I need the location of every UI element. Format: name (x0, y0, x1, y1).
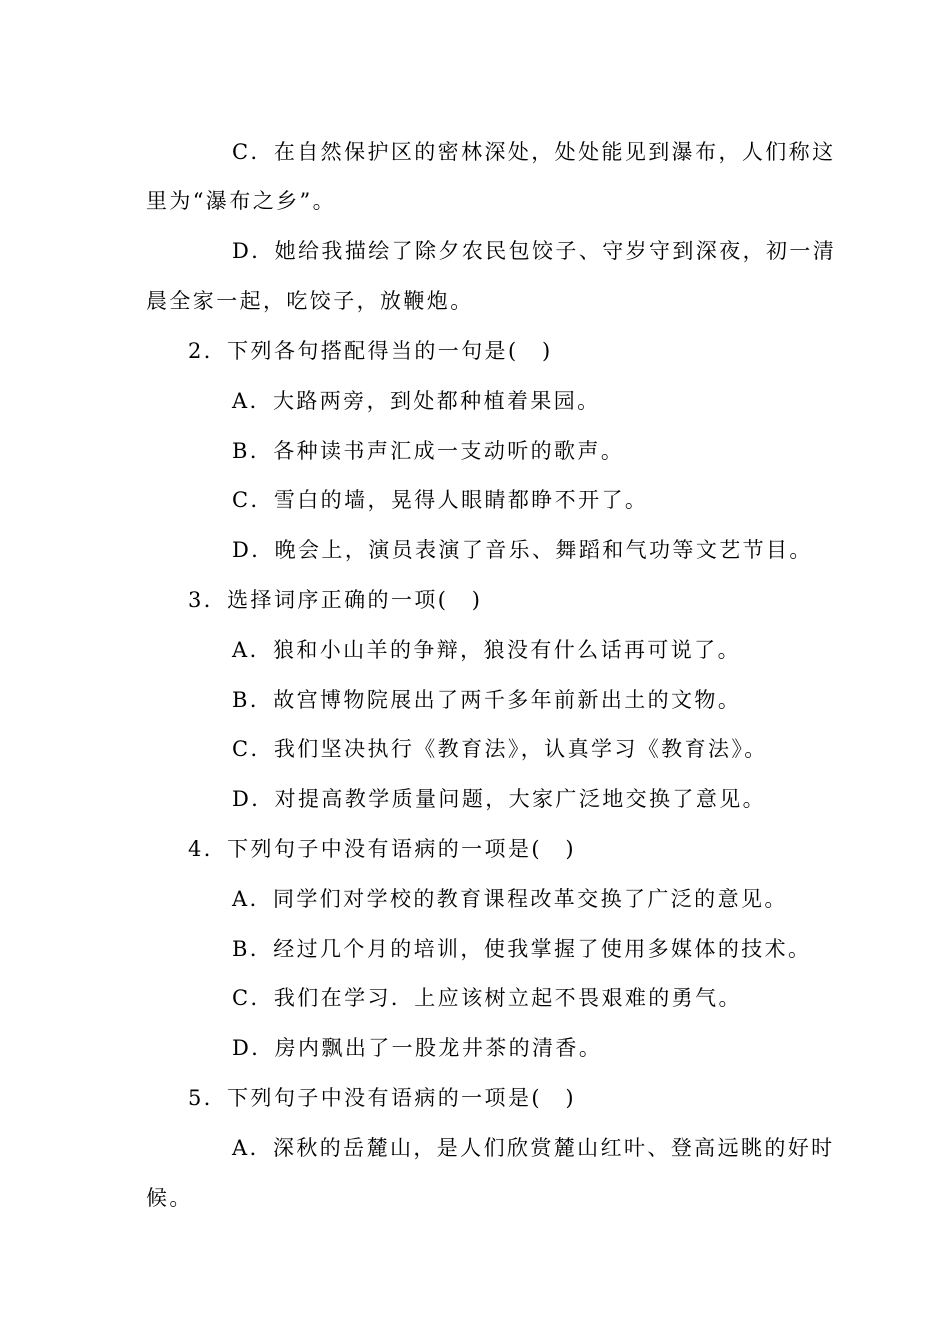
option-d-q1-line1: D．她给我描绘了除夕农民包饺子、守岁守到深夜，初一清 (232, 239, 837, 263)
question-2: 2．下列各句搭配得当的一句是( ) (188, 339, 553, 363)
option-d-q4: D．房内飘出了一股龙井茶的清香。 (232, 1036, 603, 1060)
option-d-q2: D．晚会上，演员表演了音乐、舞蹈和气功等文艺节目。 (232, 538, 813, 562)
option-c-q1-line1: C．在自然保护区的密林深处，处处能见到瀑布，人们称这 (232, 140, 836, 164)
option-d-q3: D．对提高教学质量问题，大家广泛地交换了意见。 (232, 787, 767, 811)
option-a-q4: A．同学们对学校的教育课程改革交换了广泛的意见。 (232, 887, 788, 911)
option-c-q4: C．我们在学习．上应该树立起不畏艰难的勇气。 (232, 986, 742, 1010)
option-d-q1-line2: 晨全家一起，吃饺子，放鞭炮。 (146, 289, 474, 313)
option-b-q2: B．各种读书声汇成一支动听的歌声。 (232, 439, 625, 463)
option-b-q4: B．经过几个月的培训，使我掌握了使用多媒体的技术。 (232, 937, 812, 961)
option-a-q5-line1: A．深秋的岳麓山，是人们欣赏麓山红叶、登高远眺的好时 (232, 1136, 835, 1160)
option-c-q2: C．雪白的墙，晃得人眼睛都睁不开了。 (232, 488, 649, 512)
option-a-q3: A．狼和小山羊的争辩，狼没有什么话再可说了。 (232, 638, 741, 662)
question-5: 5．下列句子中没有语病的一项是( ) (188, 1086, 576, 1110)
option-c-q1-line2: 里为“瀑布之乡”。 (146, 189, 337, 213)
option-c-q3: C．我们坚决执行《教育法》，认真学习《教育法》。 (232, 737, 768, 761)
option-a-q2: A．大路两旁，到处都种植着果园。 (232, 389, 601, 413)
question-4: 4．下列句子中没有语病的一项是( ) (188, 837, 576, 861)
option-b-q3: B．故宫博物院展出了两千多年前新出土的文物。 (232, 688, 742, 712)
option-a-q5-line2: 候。 (146, 1186, 193, 1210)
question-3: 3．选择词序正确的一项( ) (188, 588, 483, 612)
